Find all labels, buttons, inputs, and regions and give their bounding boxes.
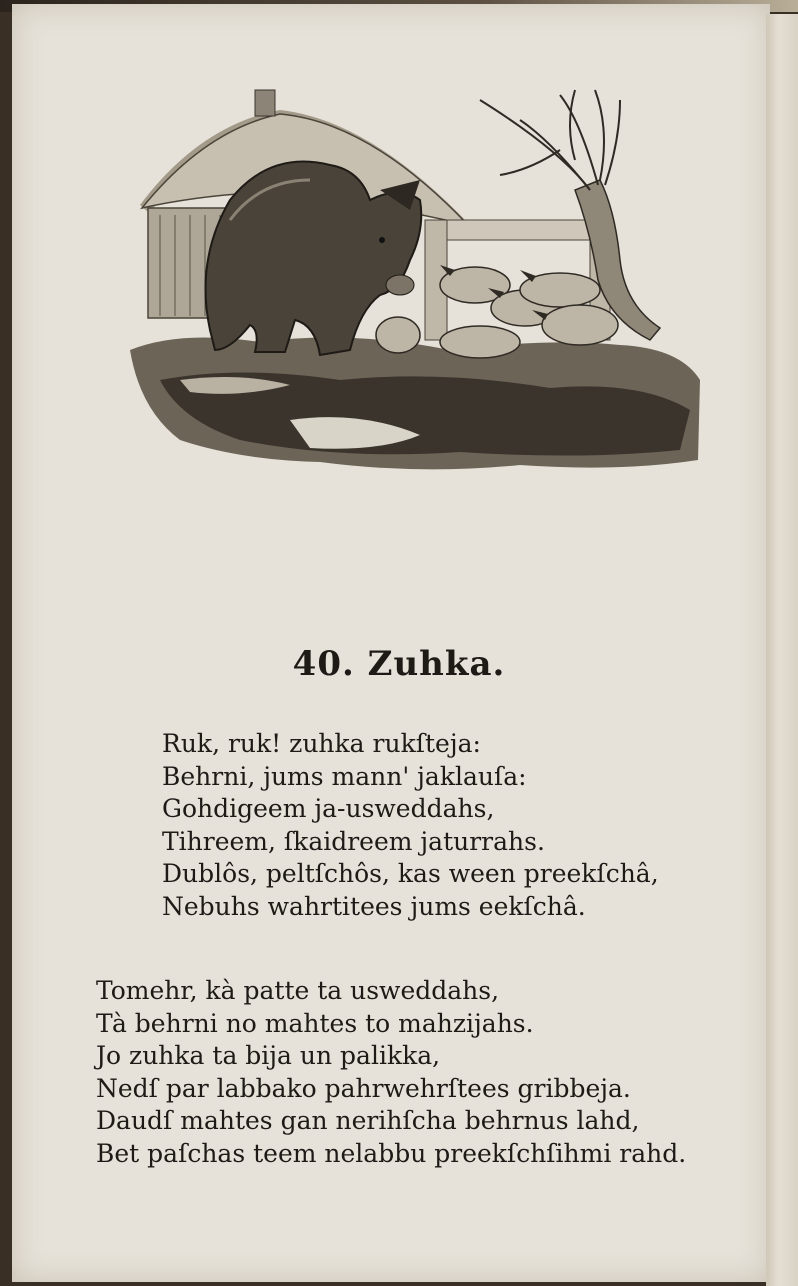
verse-line: Dublôs, peltſchôs, kas ween preekſchâ, (162, 859, 659, 888)
verse-line: Tà behrni no mahtes to mahzijahs. (96, 1008, 534, 1038)
verse-line: Jo zuhka ta bija un palikka, (96, 1041, 441, 1070)
verse-line: Ruk, ruk! zuhka rukſteja: (162, 729, 481, 758)
stanza-1 (162, 728, 659, 923)
verse-line: Tomehr, kà patte ta uswedd​ahs, (96, 976, 500, 1005)
verse-line: Gohdigeem ja-uswedd​ahs, (162, 794, 495, 823)
stanza-2 (96, 975, 686, 1170)
verse-line: Nebuhs wahrtitees jums eekſchâ. (162, 891, 586, 921)
verse-line: Behrni, jums mann' jaklauſa: (162, 761, 527, 791)
verse-line: Daudſ mahtes gan nerihſcha behrnus lahd, (96, 1106, 640, 1135)
woodcut-illustration (120, 80, 705, 480)
verse-line: Bet paſchas teem nelabbu preekſchſihmi rahd. (96, 1138, 687, 1168)
poem-title: 40. Zuhka. (292, 644, 506, 684)
verse-line: Nedſ par labbako pahrwehrſtees gribbeja. (96, 1073, 631, 1103)
verse-line: Tihreem, ſkaidreem jaturrahs. (162, 826, 545, 856)
